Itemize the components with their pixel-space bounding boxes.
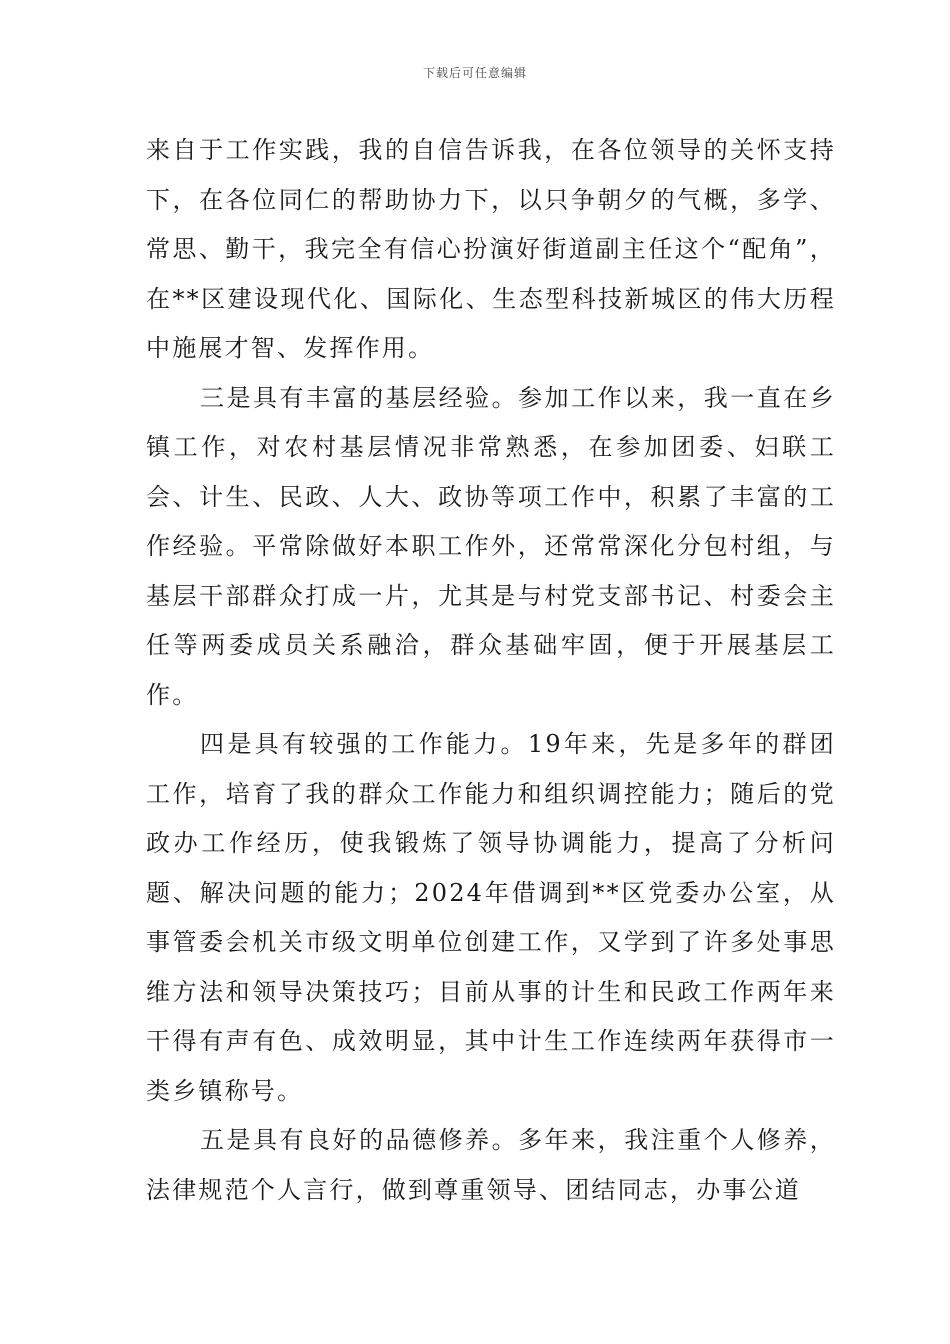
paragraph-2: 三是具有丰富的基层经验。参加工作以来，我一直在乡镇工作，对农村基层情况非常熟悉，在参加团委、妇联工会、计生、民政、人大、政协等项工作中，积累了丰富的工作经验。平常除做好本职工作外，还常常深化分包村组，与基层干部群众打成一片，尤其是与村党支部书记、村委会主任等两委成员关系融洽，群众基础牢固，便于开展基层工作。 xyxy=(146,383,836,709)
paragraph-3: 四是具有较强的工作能力。19年来，先是多年的群团工作，培育了我的群众工作能力和组织调控能力；随后的党政办工作经历，使我锻炼了领导协调能力，提高了分析问题、解决问题的能力；2024年借调到**区党委办公室，从事管委会机关市级文明单位创建工作，又学到了许多处事思维方法和领导决策技巧；目前从事的计生和民政工作两年来干得有声有色、成效明显，其中计生工作连续两年获得市一类乡镇称号。 xyxy=(146,730,836,1105)
paragraph-4: 五是具有良好的品德修养。多年来，我注重个人修养，法律规范个人言行，做到尊重领导、团结同志，办事公道 xyxy=(146,1126,836,1204)
document-body xyxy=(146,126,836,1215)
paragraph-1: 来自于工作实践，我的自信告诉我，在各位领导的关怀支持下，在各位同仁的帮助协力下，以只争朝夕的气概，多学、常思、勤干，我完全有信心扮演好街道副主任这个“配角”，在**区建设现代化、国际化、生态型科技新城区的伟大历程中施展才智、发挥作用。 xyxy=(146,136,836,362)
header-note: 下载后可任意编辑 xyxy=(422,66,527,80)
